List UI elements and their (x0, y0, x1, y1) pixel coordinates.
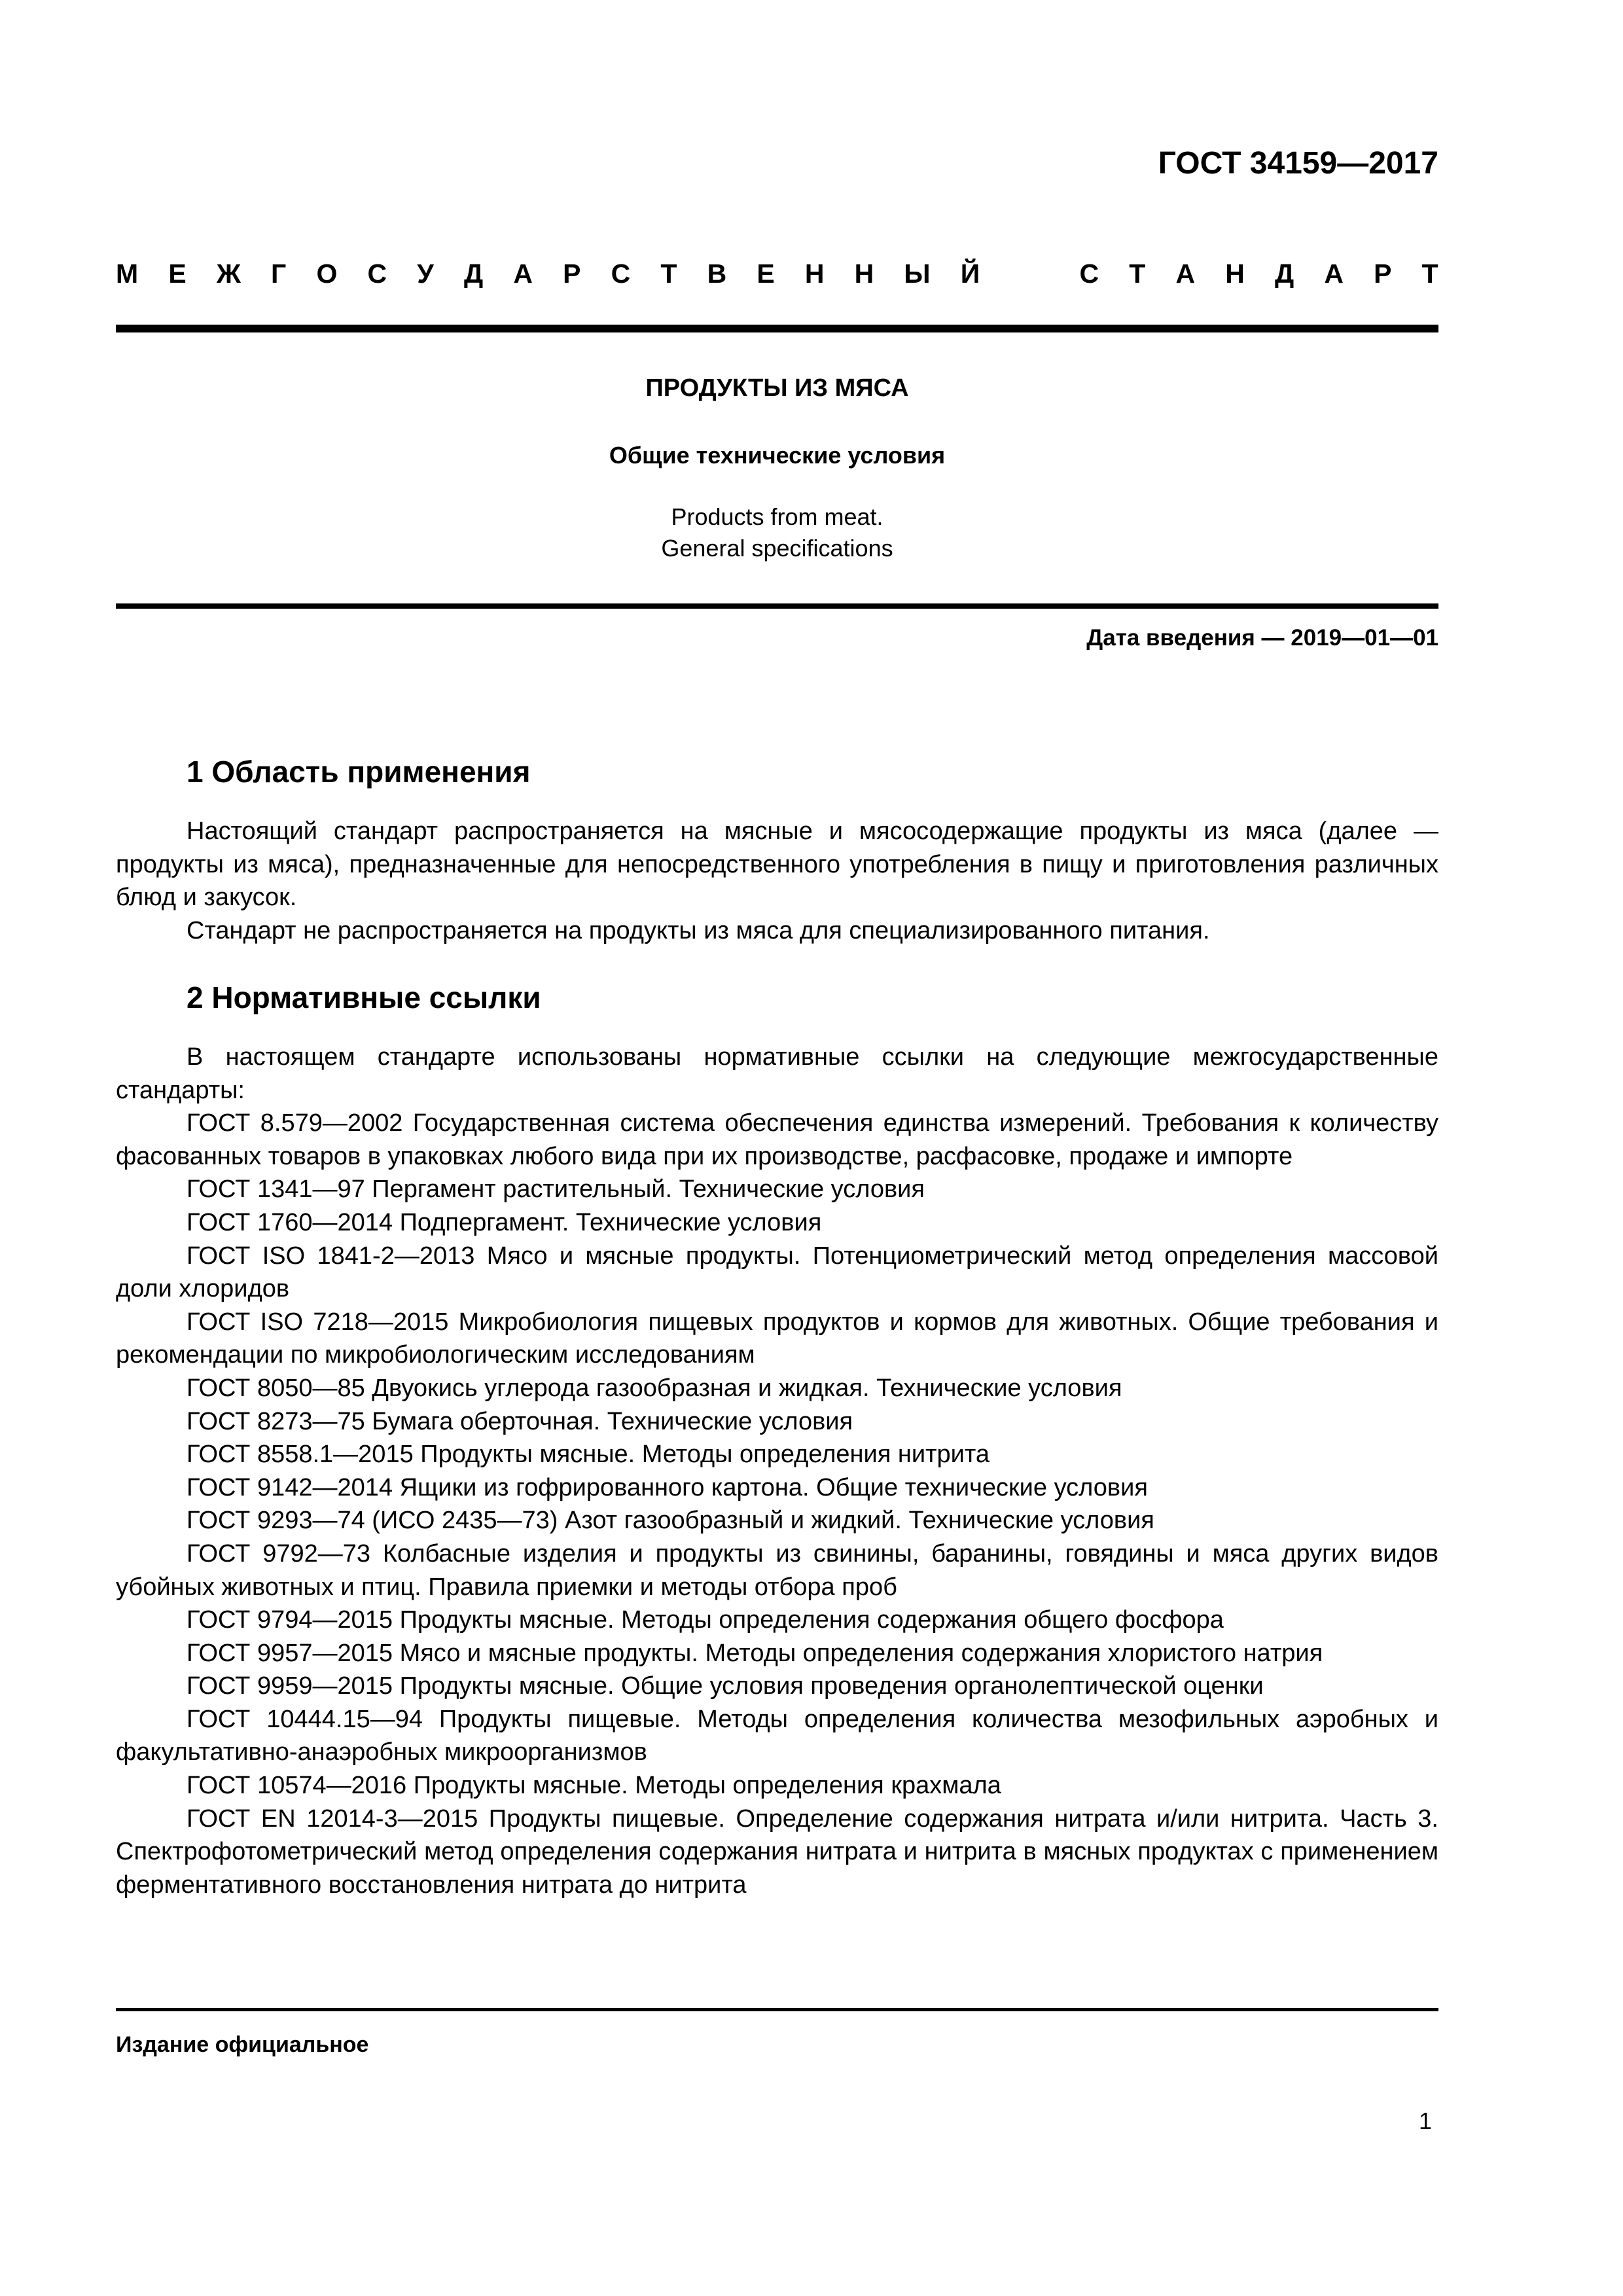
reference-item: ГОСТ 9794—2015 Продукты мясные. Методы определения содержания общего фосфора (187, 1606, 1224, 1634)
heading-letter: Н (804, 259, 825, 289)
reference-item: ГОСТ 9792—73 Колбасные изделия и продукты из свинины, баранины, говядины и мяса других видов убойных животных и птиц. Правила приемки и методы отбора проб (116, 1539, 1438, 1601)
reference-item: ГОСТ ISO 7218—2015 Микробиология пищевых продуктов и кормов для животных. Общие требования и рекомендации по микробиологическим исследованиям (116, 1308, 1438, 1369)
heading-letter: С (611, 259, 631, 289)
heading-letter: С (367, 259, 387, 289)
heading-letter: Н (1225, 259, 1245, 289)
section-body-scope (116, 815, 1438, 947)
reference-item: ГОСТ ISO 1841-2—2013 Мясо и мясные продукты. Потенциометрический метод определения массовой доли хлоридов (116, 1242, 1438, 1303)
heading-letter: М (116, 259, 139, 289)
reference-item: ГОСТ 1760—2014 Подпергамент. Технические условия (187, 1208, 822, 1236)
word-gap (1010, 259, 1049, 289)
reference-item: ГОСТ 9959—2015 Продукты мясные. Общие условия проведения органолептической оценки (187, 1672, 1264, 1700)
reference-item: ГОСТ 10574—2016 Продукты мясные. Методы определения крахмала (187, 1772, 1001, 1800)
reference-item: ГОСТ 8.579—2002 Государственная система обеспечения единства измерений. Требования к количеству фасованных товаров в упаковках любого вида при их производстве, расфасовке, продаже и импорте (116, 1109, 1438, 1170)
heading-letter: Е (757, 259, 775, 289)
heading-letter: Е (168, 259, 187, 289)
heading-letter: Й (960, 259, 980, 289)
reference-item: ГОСТ 8050—85 Двуокись углерода газообразная и жидкая. Технические условия (187, 1374, 1122, 1402)
page-number: 1 (1418, 2108, 1432, 2134)
heading-letter: В (707, 259, 727, 289)
standard-type-heading (116, 259, 1438, 289)
reference-item: ГОСТ 1341—97 Пергамент растительный. Технические условия (187, 1175, 925, 1204)
heading-letter: А (1175, 259, 1196, 289)
paragraph: Настоящий стандарт распространяется на мясные и мясосодержащие продукты из мяса (далее — продукты из мяса), предназначенные для непосредственного употребления в пищу и приготовления различных блюд и закусок. (116, 817, 1438, 912)
footer-rule (116, 2008, 1438, 2011)
reference-item: ГОСТ 8558.1—2015 Продукты мясные. Методы определения нитрита (187, 1441, 990, 1469)
reference-item: ГОСТ 9293—74 (ИСО 2435—73) Азот газообразный и жидкий. Технические условия (187, 1507, 1154, 1535)
heading-letter: С (1079, 259, 1099, 289)
english-title-line-1: Products from meat. (671, 503, 883, 530)
english-title (116, 501, 1438, 564)
document-subtitle: Общие технические условия (609, 442, 946, 469)
heading-letter: А (1324, 259, 1344, 289)
heading-letter: Ж (216, 259, 241, 289)
english-title-line-2: General specifications (661, 535, 893, 562)
heading-letter: Д (463, 259, 484, 289)
standard-number: ГОСТ 34159—2017 (1158, 146, 1438, 181)
reference-item: ГОСТ 9957—2015 Мясо и мясные продукты. Методы определения содержания хлористого натрия (187, 1639, 1323, 1667)
heading-letter: Т (1421, 259, 1438, 289)
title-rule (116, 603, 1438, 609)
document-title: ПРОДУКТЫ ИЗ МЯСА (645, 374, 909, 402)
heading-letter: Р (563, 259, 581, 289)
reference-item: ГОСТ 9142—2014 Ящики из гофрированного картона. Общие технические условия (187, 1473, 1148, 1501)
heading-letter: А (513, 259, 533, 289)
reference-item: ГОСТ 8273—75 Бумага оберточная. Технические условия (187, 1407, 853, 1435)
heading-letter: Ы (904, 259, 931, 289)
heading-letter: У (417, 259, 434, 289)
official-edition-label: Издание официальное (116, 2032, 369, 2057)
reference-item: ГОСТ EN 12014-3—2015 Продукты пищевые. Определение содержания нитрата и/или нитрита. Часть 3. Спектрофотометрический метод определения содержания нитрата и нитрита в мясных продуктах с применением ферментативного восстановления нитрата до нитрита (116, 1804, 1438, 1899)
heading-letter: Н (854, 259, 874, 289)
section-heading-scope: 1 Область применения (187, 755, 531, 789)
section-body-references (116, 1041, 1438, 1901)
heading-letter: О (316, 259, 338, 289)
heading-letter: Р (1374, 259, 1392, 289)
top-rule (116, 325, 1438, 332)
paragraph: Стандарт не распространяется на продукты из мяса для специализированного питания. (187, 916, 1210, 944)
introduction-date: Дата введения — 2019—01—01 (1086, 625, 1438, 651)
heading-letter: Т (1129, 259, 1146, 289)
reference-item: ГОСТ 10444.15—94 Продукты пищевые. Методы определения количества мезофильных аэробных и факультативно-анаэробных микроорганизмов (116, 1705, 1438, 1767)
heading-letter: Д (1274, 259, 1294, 289)
heading-letter: Т (660, 259, 677, 289)
section-heading-references: 2 Нормативные ссылки (187, 980, 541, 1014)
heading-letter: Г (271, 259, 287, 289)
paragraph: В настоящем стандарте использованы нормативные ссылки на следующие межгосударственные стандарты: (116, 1043, 1438, 1104)
